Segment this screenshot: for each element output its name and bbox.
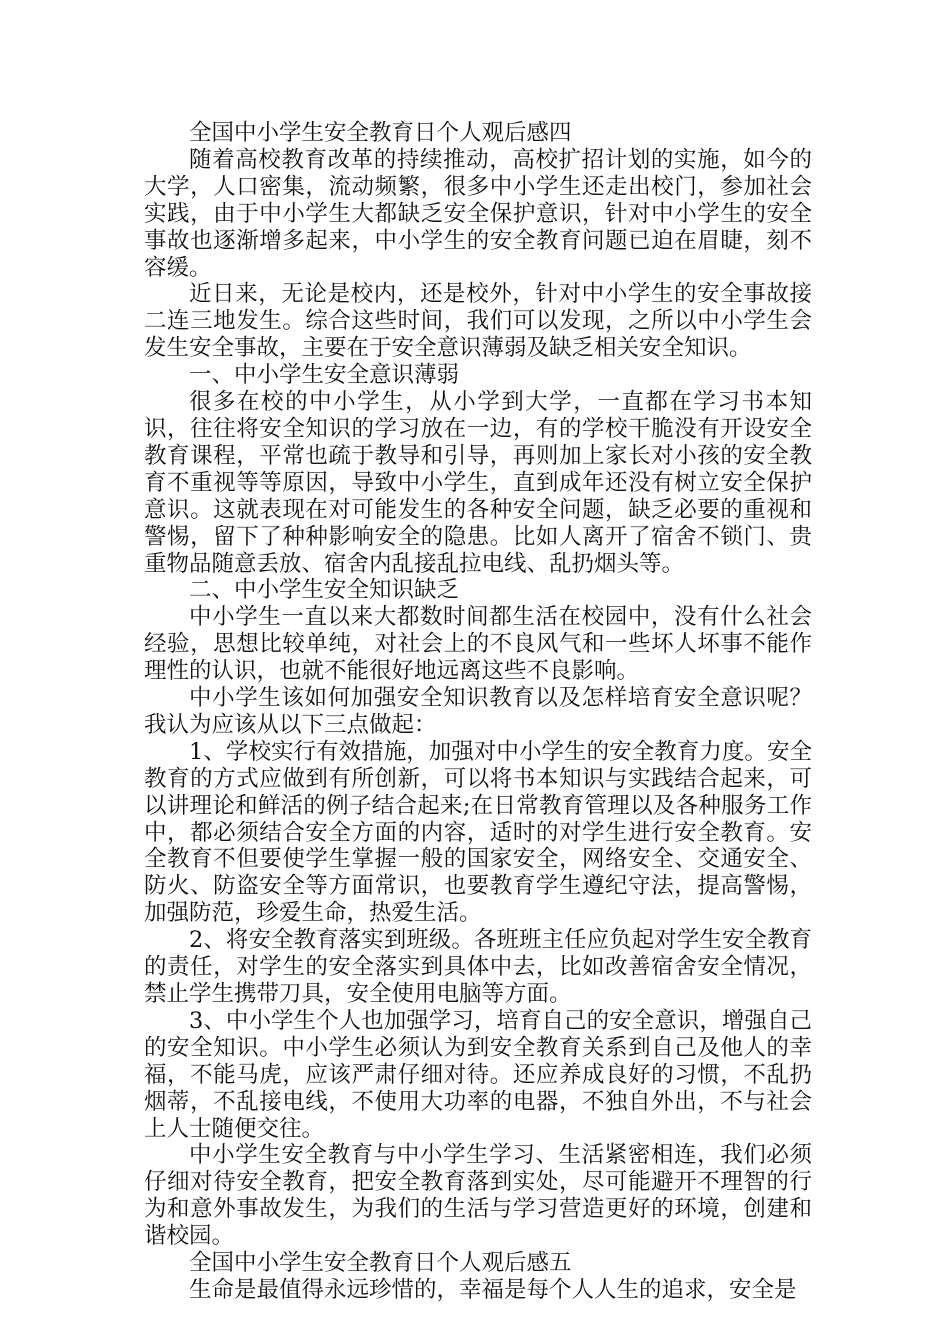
paragraph: 3、中小学生个人也加强学习，培育自己的安全意识，增强自己的安全知识。中小学生必须认为到安全教育关系到自己及他人的幸福，不能马虎，应该严肃仔细对待。还应养成良好的习惯，不乱扔烟蒂，不乱接电线，不使用大功率的电器，不独自外出，不与社会上人士随便交往。 bbox=[144, 1007, 812, 1142]
paragraph: 近日来，无论是校内，还是校外，针对中小学生的安全事故接二连三地发生。综合这些时间，我们可以发现，之所以中小学生会发生安全事故，主要在于安全意识薄弱及缺乏相关安全知识。 bbox=[144, 281, 812, 362]
paragraph: 中小学生一直以来大都数时间都生活在校园中，没有什么社会经验，思想比较单纯，对社会上的不良风气和一些坏人坏事不能作理性的认识，也就不能很好地远离这些不良影响。 bbox=[144, 604, 812, 685]
paragraph: 生命是最值得永远珍惜的，幸福是每个人人生的追求，安全是 bbox=[189, 1276, 797, 1303]
section-title-5: 全国中小学生安全教育日个人观后感五 bbox=[189, 1250, 572, 1277]
paragraph: 1、学校实行有效措施，加强对中小学生的安全教育力度。安全教育的方式应做到有所创新，可以将书本知识与实践结合起来，可以讲理论和鲜活的例子结合起来;在日常教育管理以及各种服务工作中，都必须结合安全方面的内容，适时的对学生进行安全教育。安全教育不但要使学生掌握一般的国家安全，网络安全、交通安全、防火、防盗安全等方面常识，也要教育学生遵纪守法，提高警惕，加强防范，珍爱生命，热爱生活。 bbox=[144, 738, 812, 927]
subheading-1: 一、中小学生安全意识薄弱 bbox=[189, 362, 460, 389]
section-title-4: 全国中小学生安全教育日个人观后感四 bbox=[189, 120, 572, 146]
paragraph: 中小学生该如何加强安全知识教育以及怎样培育安全意识呢？我认为应该从以下三点做起： bbox=[144, 685, 812, 738]
document-page bbox=[144, 120, 812, 1304]
subheading-2: 二、中小学生安全知识缺乏 bbox=[189, 577, 460, 604]
paragraph: 很多在校的中小学生，从小学到大学，一直都在学习书本知识，往往将安全知识的学习放在一边，有的学校干脆没有开设安全教育课程，平常也疏于教导和引导，再则加上家长对小孩的安全教育不重视等等原因，导致中小学生，直到成年还没有树立安全保护意识。这就表现在对可能发生的各种安全问题，缺乏必要的重视和警惕，留下了种种影响安全的隐患。比如人离开了宿舍不锁门、贵重物品随意丢放、宿舍内乱接乱拉电线、乱扔烟头等。 bbox=[144, 389, 812, 577]
paragraph: 随着高校教育改革的持续推动，高校扩招计划的实施，如今的大学，人口密集，流动频繁，很多中小学生还走出校门，参加社会实践，由于中小学生大都缺乏安全保护意识，针对中小学生的安全事故也逐渐增多起来，中小学生的安全教育问题已迫在眉睫，刻不容缓。 bbox=[144, 146, 812, 281]
paragraph: 2、将安全教育落实到班级。各班班主任应负起对学生安全教育的责任，对学生的安全落实到具体中去，比如改善宿舍安全情况，禁止学生携带刀具，安全使用电脑等方面。 bbox=[144, 927, 812, 1007]
paragraph: 中小学生安全教育与中小学生学习、生活紧密相连，我们必须仔细对待安全教育，把安全教育落到实处，尽可能避开不理智的行为和意外事故发生，为我们的生活与学习营造更好的环境，创建和谐校园。 bbox=[144, 1142, 812, 1250]
